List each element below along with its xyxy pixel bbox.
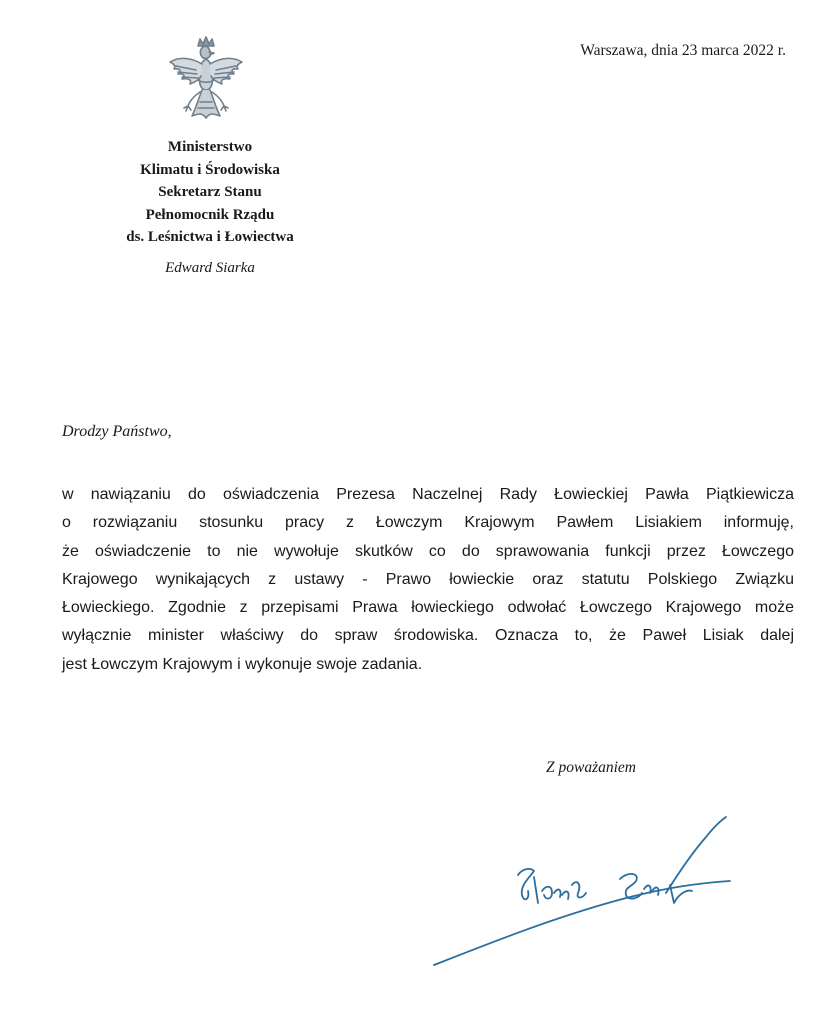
header-ministry-name: Klimatu i Środowiska — [140, 161, 280, 178]
header-role: Pełnomocnik Rządu — [145, 206, 275, 223]
body-line: o rozwiązaniu stosunku pracy z Łowczym Krajowym Pawłem Lisiakiem informuję, — [62, 514, 794, 532]
salutation: Drodzy Państwo, — [62, 423, 172, 440]
header-position: Sekretarz Stanu — [158, 184, 262, 201]
body-line: że oświadczenie to nie wywołuje skutków co do sprawowania funkcji przez Łowczego — [62, 542, 794, 560]
body-line: wyłącznie minister właściwy do spraw środowiska. Oznacza to, że Paweł Lisiak dalej — [62, 627, 794, 645]
sender-name: Edward Siarka — [165, 259, 255, 276]
body-line: Krajowego wynikających z ustawy - Prawo łowieckie oraz statutu Polskiego Związku — [62, 570, 794, 588]
body-line: Łowieckiego. Zgodnie z przepisami Prawa łowieckiego odwołać Łowczego Krajowego może — [62, 599, 794, 617]
handwritten-signature — [430, 815, 770, 975]
closing: Z poważaniem — [546, 759, 636, 776]
polish-eagle-emblem-icon — [162, 36, 250, 136]
header-role-scope: ds. Leśnictwa i Łowiectwa — [126, 229, 294, 246]
body-line: w nawiązaniu do oświadczenia Prezesa Naczelnej Rady Łowieckiej Pawła Piątkiewicza — [62, 486, 794, 503]
header-ministry: Ministerstwo — [167, 139, 253, 155]
letter-date: Warszawa, dnia 23 marca 2022 r. — [580, 42, 786, 59]
sender-header — [90, 136, 330, 277]
body-line: jest Łowczym Krajowym i wykonuje swoje zadania. — [62, 655, 423, 673]
letter-body — [62, 481, 794, 679]
